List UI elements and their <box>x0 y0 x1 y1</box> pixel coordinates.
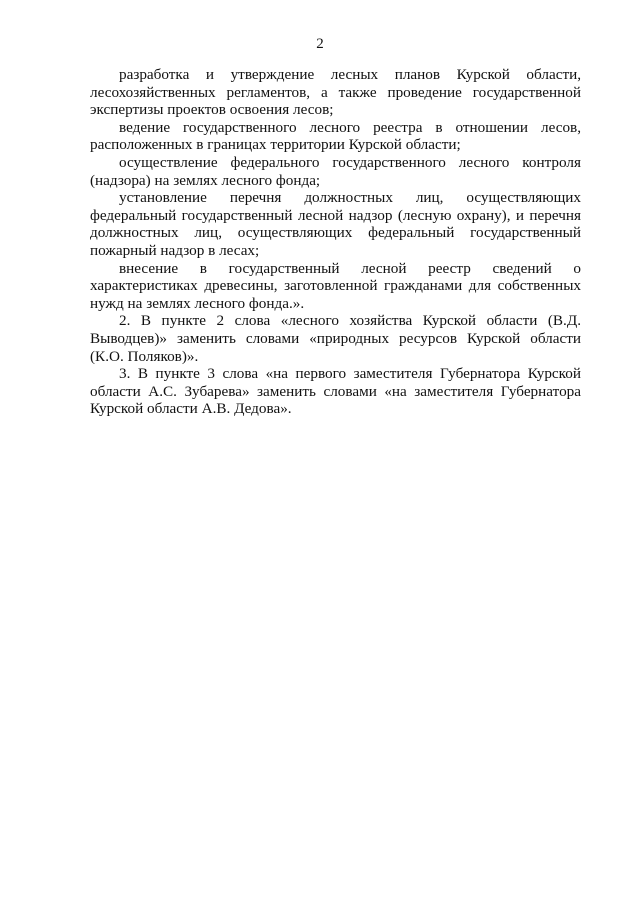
paragraph-timber-info: внесение в государственный лесной реестр сведений о характеристиках древесины, заготовленной гражданами для собственных нужд на землях лесного фонда.». <box>90 259 581 312</box>
paragraph-item-2-amendment: 2. В пункте 2 слова «лесного хозяйства Курской области (В.Д. Выводцев)» заменить словами «природных ресурсов Курской области (К.О. Поляков)». <box>90 312 581 365</box>
paragraph-officials-list: установление перечня должностных лиц, осуществляющих федеральный государственный лесной надзор (лесную охрану), и перечня должностных лиц, осуществляющих федеральный государственный пожарный надзор в лесах; <box>90 189 581 259</box>
paragraph-forest-plans: разработка и утверждение лесных планов Курской области, лесохозяйственных регламентов, а также проведение государственной экспертизы проектов освоения лесов; <box>90 66 581 119</box>
paragraph-forest-control: осуществление федерального государственного лесного контроля (надзора) на землях лесного фонда; <box>90 153 581 189</box>
paragraph-item-3-amendment: 3. В пункте 3 слова «на первого заместителя Губернатора Курской области А.С. Зубарева» заменить словами «на заместителя Губернатора Курской области А.В. Дедова». <box>90 365 581 418</box>
page-number: 2 <box>316 36 324 52</box>
paragraph-forest-registry: ведение государственного лесного реестра в отношении лесов, расположенных в границах территории Курской области; <box>90 118 581 154</box>
document-body <box>90 66 581 418</box>
